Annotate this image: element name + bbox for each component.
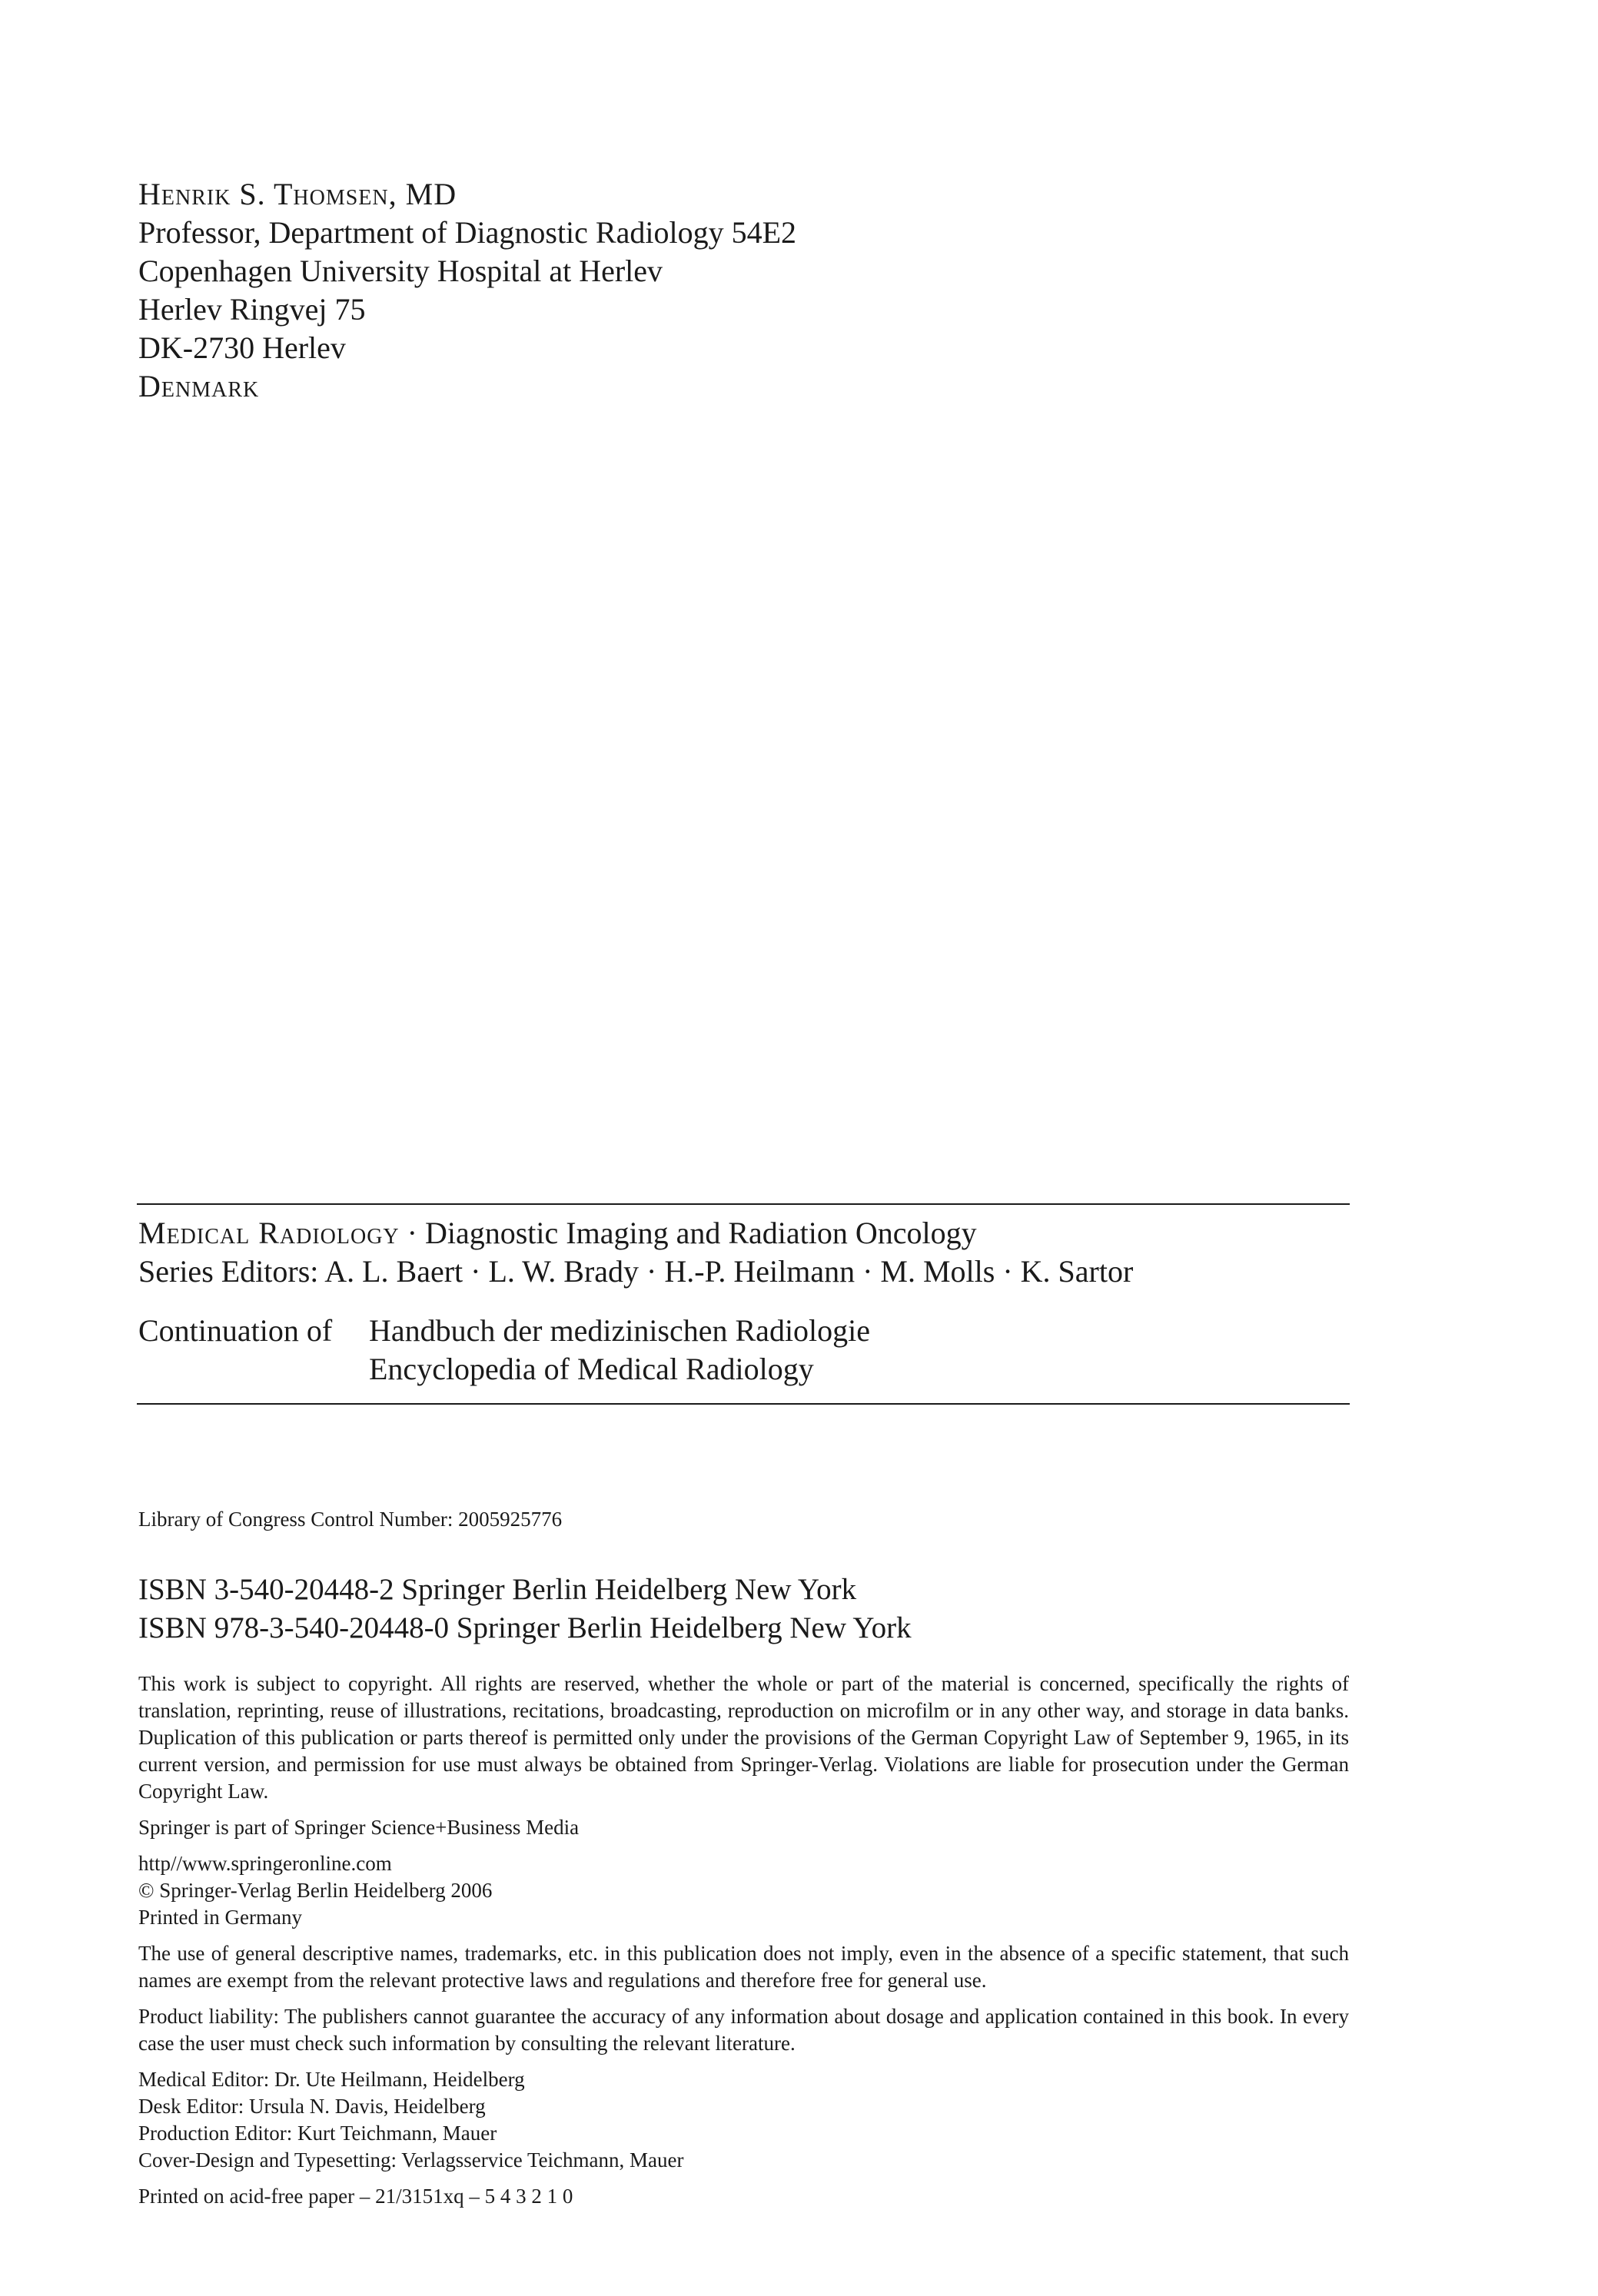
production-editor: Production Editor: Kurt Teichmann, Mauer xyxy=(138,2122,497,2145)
author-city: DK-2730 Herlev xyxy=(138,330,346,365)
liability-notice: Product liability: The publishers cannot guarantee the accuracy of any information about dosage and application contained in this book. In every case the user must check such information by consulting the relevant literature. xyxy=(138,2005,1349,2055)
paper-note: Printed on acid-free paper – 21/3151xq – 5 4 3 2 1 0 xyxy=(138,2185,573,2208)
isbn-10: ISBN 3-540-20448-2 Springer Berlin Heidelberg New York xyxy=(138,1573,857,1606)
series-block xyxy=(138,1214,1345,1291)
series-editors: Series Editors: A. L. Baert · L. W. Brady · H.-P. Heilmann · M. Molls · K. Sartor xyxy=(138,1254,1134,1289)
series-name: Medical Radiology xyxy=(138,1216,400,1250)
isbn-13: ISBN 978-3-540-20448-0 Springer Berlin Heidelberg New York xyxy=(138,1611,912,1644)
continuation-title-english: Encyclopedia of Medical Radiology xyxy=(369,1352,814,1386)
copyright-line: © Springer-Verlag Berlin Heidelberg 2006 xyxy=(138,1879,493,1902)
cover-design-credit: Cover-Design and Typesetting: Verlagsservice Teichmann, Mauer xyxy=(138,2148,684,2172)
desk-editor: Desk Editor: Ursula N. Davis, Heidelberg xyxy=(138,2095,486,2118)
author-country: Denmark xyxy=(138,369,260,403)
fine-print xyxy=(138,1671,1349,2219)
publisher-website: http//www.springeronline.com xyxy=(138,1852,392,1875)
continuation-title-german: Handbuch der medizinischen Radiologie xyxy=(369,1313,871,1348)
author-position: Professor, Department of Diagnostic Radiology 54E2 xyxy=(138,215,797,250)
continuation-label: Continuation of xyxy=(138,1313,333,1348)
author-street: Herlev Ringvej 75 xyxy=(138,292,366,327)
author-name: Henrik S. Thomsen, MD xyxy=(138,177,457,211)
library-of-congress-number: Library of Congress Control Number: 2005925776 xyxy=(138,1508,563,1531)
series-title-line xyxy=(138,1214,1345,1253)
editors-credits xyxy=(138,2066,1349,2174)
series-top-rule xyxy=(137,1203,1350,1205)
author-institution: Copenhagen University Hospital at Herlev xyxy=(138,254,663,288)
series-subtitle: · Diagnostic Imaging and Radiation Oncology xyxy=(399,1216,977,1250)
trademarks-notice: The use of general descriptive names, trademarks, etc. in this publication does not imply, even in the absence of a specific statement, that such names are exempt from the relevant protective laws and regulations and therefore free for general use. xyxy=(138,1942,1349,1992)
paper-note-block xyxy=(138,2183,1349,2210)
continuation-block xyxy=(138,1312,1345,1389)
publisher-info xyxy=(138,1850,1349,1931)
copyright-notice: This work is subject to copyright. All rights are reserved, whether the whole or part of the material is concerned, specifically the rights of translation, reprinting, reuse of illustrations, recitations, broadcasting, reproduction on microfilm or in any other way, and storage in data banks. Duplication of this publication or parts thereof is permitted only under the provisions of the German Copyright Law of September 9, 1965, in its current version, and permission for use must always be obtained from Springer-Verlag. Violations are liable for prosecution under the German Copyright Law. xyxy=(138,1672,1349,1803)
isbn-block xyxy=(138,1571,912,1647)
medical-editor: Medical Editor: Dr. Ute Heilmann, Heidelberg xyxy=(138,2068,525,2091)
author-block xyxy=(138,175,1368,406)
printed-in: Printed in Germany xyxy=(138,1906,302,1929)
series-bottom-rule xyxy=(137,1403,1350,1405)
springer-part-of: Springer is part of Springer Science+Business Media xyxy=(138,1816,580,1839)
